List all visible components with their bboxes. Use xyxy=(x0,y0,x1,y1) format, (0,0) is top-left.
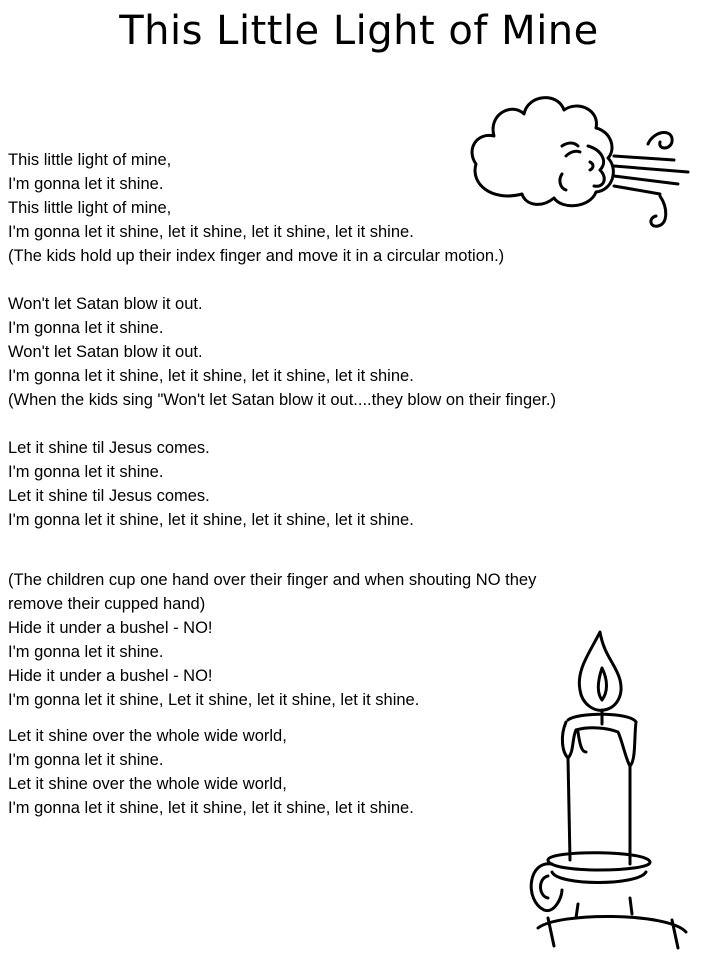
lyric-line: I'm gonna let it shine, let it shine, let it shine, let it shine. xyxy=(8,223,414,241)
verse-1 xyxy=(8,148,688,268)
lyric-line: Won't let Satan blow it out. xyxy=(8,295,203,313)
lyric-line: I'm gonna let it shine. xyxy=(8,751,164,769)
instruction-line: (The children cup one hand over their finger and when shouting NO they xyxy=(8,571,537,589)
lyric-line: This little light of mine, xyxy=(8,151,172,169)
lyric-line: I'm gonna let it shine. xyxy=(8,643,164,661)
lyric-line: I'm gonna let it shine, let it shine, let it shine, let it shine. xyxy=(8,367,414,385)
candle-icon xyxy=(518,628,698,953)
page-title: This Little Light of Mine xyxy=(119,8,599,54)
lyric-line: Hide it under a bushel - NO! xyxy=(8,667,213,685)
verse-3 xyxy=(8,436,688,532)
verse-2 xyxy=(8,292,688,412)
lyric-line: Let it shine over the whole wide world, xyxy=(8,727,287,745)
lyric-line: I'm gonna let it shine. xyxy=(8,463,164,481)
lyric-line: Won't let Satan blow it out. xyxy=(8,343,203,361)
lyric-line: Hide it under a bushel - NO! xyxy=(8,619,213,637)
lyric-line: This little light of mine, xyxy=(8,199,172,217)
lyric-line: Let it shine til Jesus comes. xyxy=(8,439,210,457)
instruction-line: remove their cupped hand) xyxy=(8,595,206,613)
lyric-line: I'm gonna let it shine, let it shine, let it shine, let it shine. xyxy=(8,799,414,817)
lyric-line: I'm gonna let it shine. xyxy=(8,175,164,193)
lyric-line: Let it shine til Jesus comes. xyxy=(8,487,210,505)
instruction-line: (The kids hold up their index finger and move it in a circular motion.) xyxy=(8,247,505,265)
lyric-line: I'm gonna let it shine, let it shine, let it shine, let it shine. xyxy=(8,511,414,529)
lyric-line: I'm gonna let it shine. xyxy=(8,319,164,337)
lyric-line: Let it shine over the whole wide world, xyxy=(8,775,287,793)
instruction-line: (When the kids sing "Won't let Satan blow it out....they blow on their finger.) xyxy=(8,391,556,409)
lyric-line: I'm gonna let it shine, Let it shine, let it shine, let it shine. xyxy=(8,691,420,709)
